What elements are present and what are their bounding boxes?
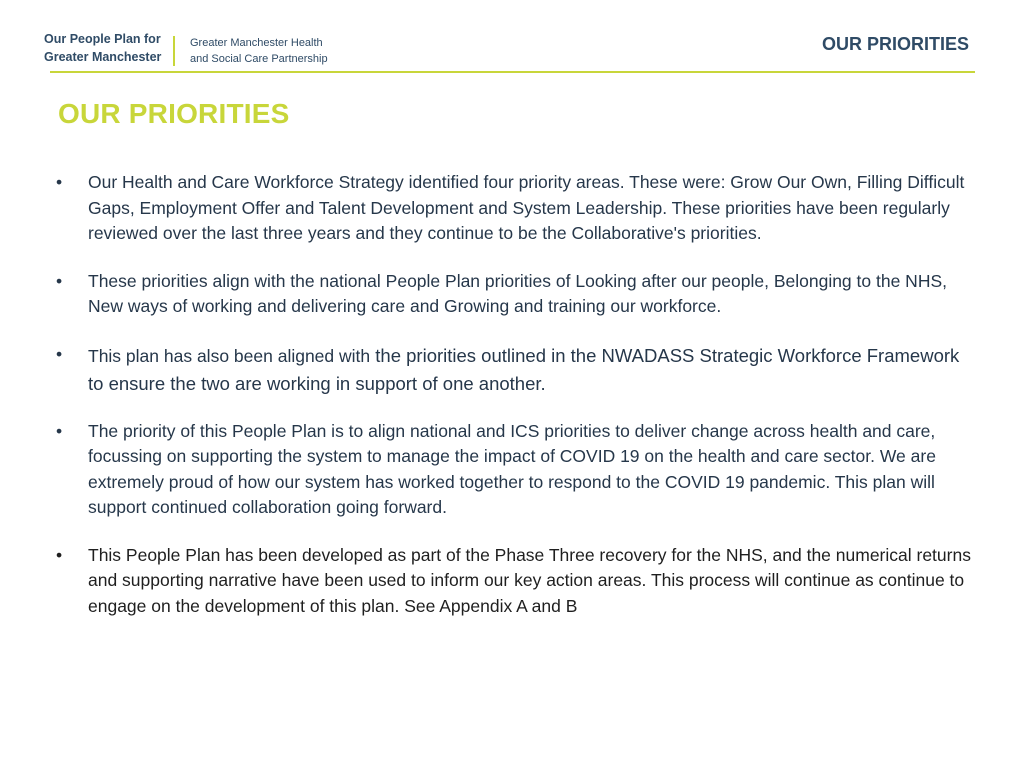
partner-line-1: Greater Manchester Health (190, 37, 323, 49)
list-item (56, 342, 976, 397)
partner-line-2: and Social Care Partnership (190, 53, 328, 65)
header-divider (50, 71, 975, 73)
bullet-icon: • (56, 420, 63, 441)
bullet-text: The priority of this People Plan is to align national and ICS priorities to deliver change across health and care, focussing on supporting the system to manage the impact of COVID 19 on the health and care sector. We are extremely proud of how our system has worked together to respond to the COVID 19 pandemic. This plan will support continued collaboration going forward. (88, 420, 936, 517)
brand-divider (173, 36, 175, 66)
page-title: OUR PRIORITIES (58, 98, 290, 129)
bullet-icon: • (56, 270, 63, 291)
list-item (56, 419, 976, 521)
priorities-list (56, 170, 976, 641)
bullet-icon: • (56, 343, 63, 364)
list-item (56, 170, 976, 247)
bullet-text: Our Health and Care Workforce Strategy identified four priority areas. These were: Grow Our Own, Filling Difficult Gaps, Employment Offer and Talent Development and System Leadership. These priorities have been regularly reviewed over the last three years and they continue to be the Collaborative's priorities. (88, 172, 965, 243)
bullet-icon: • (56, 172, 63, 192)
brand-line-1: Our People Plan for (44, 32, 161, 46)
bullet-icon: • (56, 544, 63, 565)
brand-line-2: Greater Manchester (44, 50, 162, 64)
bullet-text: This People Plan has been developed as part of the Phase Three recovery for the NHS, and the numerical returns and supporting narrative have been used to inform our key action areas. This process will continue as continue to engage on the development of this plan. See Appendix A and B (88, 544, 971, 616)
bullet-text: These priorities align with the national People Plan priorities of Looking after our people, Belonging to the NHS, New ways of working and delivering care and Growing and training our workforce. (88, 270, 947, 316)
partner-text (190, 35, 328, 67)
bullet-text: the priorities outlined in the NWADASS Strategic Workforce Framework to ensure the two are working in support of one another. (88, 344, 960, 394)
header-section-title: OUR PRIORITIES (821, 34, 969, 54)
brand-logo-text (44, 30, 161, 66)
list-item (56, 543, 976, 620)
bullet-text-lead: This plan has also been aligned with (88, 345, 371, 366)
list-item (56, 269, 976, 320)
